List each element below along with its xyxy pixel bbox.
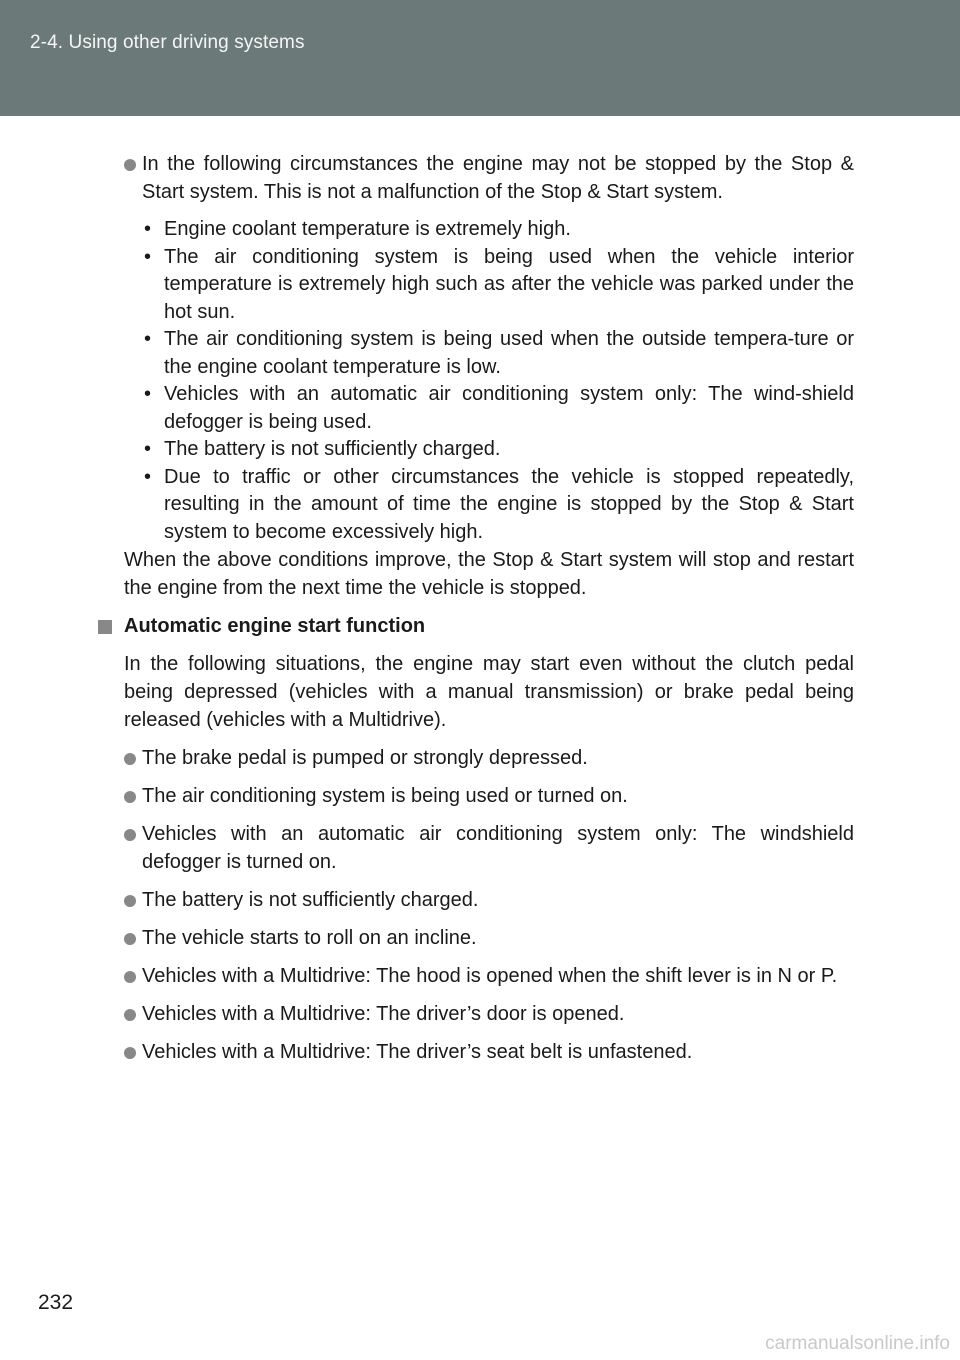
- section-title: 2-4. Using other driving systems: [30, 32, 305, 53]
- bullet-dot-icon: [124, 933, 136, 945]
- start-condition-item: Vehicles with a Multidrive: The driver’s door is opened.: [124, 1000, 854, 1028]
- condition-item: • The battery is not sufficiently charged.: [142, 436, 854, 464]
- condition-item: • Due to traffic or other circumstances the vehicle is stopped repeatedly, resulting in the amount of time the engine is stopped by the Stop & Start system to become excessively high.: [144, 465, 854, 543]
- intro-bullet-text: In the following circumstances the engine may not be stopped by the Stop & Start system. This is not a malfunction of the Stop & Start system.: [142, 153, 854, 203]
- bullet-dot-icon: [124, 1009, 136, 1021]
- bullet-point-icon: •: [144, 383, 152, 405]
- start-condition-item: Vehicles with a Multidrive: The driver’s seat belt is unfastened.: [124, 1038, 854, 1066]
- watermark: carmanualsonline.info: [765, 1333, 950, 1354]
- bullet-dot-icon: [124, 971, 136, 983]
- bullet-point-icon: •: [144, 245, 152, 268]
- intro-bullet: [124, 150, 854, 206]
- conditions-note: When the above conditions improve, the Stop & Start system will stop and restart the engine from the next time the vehicle is stopped.: [124, 549, 854, 599]
- conditions-list: [142, 216, 854, 546]
- page-content: [124, 150, 854, 1076]
- start-condition-item: The battery is not sufficiently charged.: [124, 886, 854, 914]
- condition-item: • The air conditioning system is being used when the outside tempera-ture or the engine coolant temperature is low.: [144, 328, 854, 378]
- bullet-point-icon: •: [144, 465, 152, 488]
- condition-item: • The air conditioning system is being used when the vehicle interior temperature is extremely high such as after the vehicle was parked under the hot sun.: [144, 245, 854, 323]
- condition-item: • Engine coolant temperature is extremely high.: [142, 216, 854, 244]
- start-condition-item: The brake pedal is pumped or strongly depressed.: [124, 744, 854, 772]
- start-condition-item: Vehicles with a Multidrive: The hood is opened when the shift lever is in N or P.: [124, 962, 854, 990]
- bullet-dot-icon: [124, 753, 136, 765]
- bullet-dot-icon: [124, 791, 136, 803]
- section-heading: Automatic engine start function: [124, 612, 854, 640]
- page-header: [0, 0, 960, 116]
- bullet-dot-icon: [124, 895, 136, 907]
- start-condition-item: The air conditioning system is being used or turned on.: [124, 782, 854, 810]
- bullet-point-icon: •: [144, 218, 152, 240]
- square-bullet-icon: [98, 620, 112, 634]
- start-condition-item: Vehicles with an automatic air conditioning system only: The windshield defogger is turned on.: [124, 820, 854, 876]
- bullet-dot-icon: [124, 829, 136, 841]
- bullet-dot-icon: [124, 159, 136, 171]
- bullet-point-icon: •: [144, 328, 152, 350]
- page-number: 232: [38, 1291, 74, 1314]
- bullet-point-icon: •: [144, 438, 152, 460]
- condition-item: • Vehicles with an automatic air conditioning system only: The wind-shield defogger is being used.: [144, 383, 854, 433]
- bullet-dot-icon: [124, 1047, 136, 1059]
- section-intro: In the following situations, the engine may start even without the clutch pedal being depressed (vehicles with a manual transmission) or brake pedal being released (vehicles with a Multidrive).: [124, 653, 854, 731]
- start-condition-item: The vehicle starts to roll on an incline.: [124, 924, 854, 952]
